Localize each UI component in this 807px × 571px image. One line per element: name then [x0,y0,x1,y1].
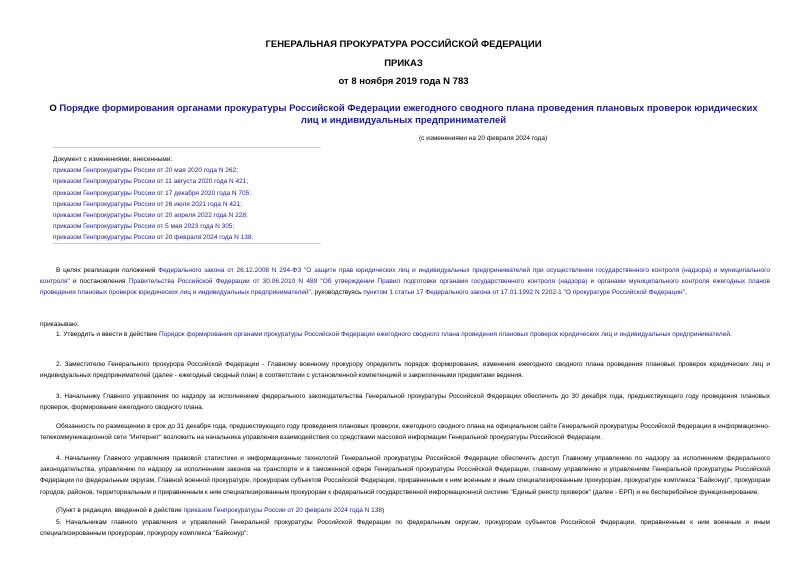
preamble-paragraph [40,265,770,299]
title-link[interactable]: Порядке формирования органами прокуратуры Российской Федерации ежегодного сводного плана проведения плановых проверок юридических лиц и индивидуальных предпринимателей [59,103,758,126]
amendment-link[interactable]: приказом Генпрокуратуры России от 5 мая 2023 года N 305; [53,223,235,231]
note-text: ) [382,507,385,514]
order-word: приказываю: [40,321,79,328]
paragraph-text: 5. Начальникам главного управления и управлений Генеральной прокуратуры Российской Федерации по федеральным округам, прокурорам субъектов Российской Федерации, приравненным к ним военным и иным специализированным прокурорам, прокурору комплекса "Байконур": [40,519,770,538]
divider-bottom [53,243,321,244]
preamble-text: , руководствуясь [311,289,364,297]
amendment-link[interactable]: приказом Генпрокуратуры России от 17 декабря 2020 года N 705; [53,189,252,197]
paragraph-3 [40,391,770,413]
paragraph-text: 3. Начальнику Главного управления по надзору за исполнением федерального законодательства Генеральной прокуратуры Российской Федерации обеспечить до 30 декабря года, предшествующего году проведения плановых проверок, формирование ежегодного сводного плана. [40,393,770,412]
paragraph-text: 4. Начальнику Главного управления правовой статистики и информационных технологий Генеральной прокуратуры Российской Федерации обеспечить доступ Главному управлению по надзору за исполнением федерального законодательства, управлению по надзору за исполнением законов на транспорте и в таможенной сфере Генеральной прокуратуры Российской Федерации, главному управлению и управлениям Генеральной прокуратуры Российской Федерации по федеральным округам, Главной военной прокуратуре, прокурорам субъектов Российской Федерации, приравненным к ним военным и иным специализированным прокурорам, прокуратуре комплекса "Байконур", прокурорам городов, районов, территориальным и приравненным к ним специализированным прокурорам к федеральной государственной информационной системе "Единый реестр проверок" (далее - ЕРП) и ее бесперебойное функционирование. [40,455,770,496]
preamble-text: и постановления [69,278,129,286]
issuing-authority: ГЕНЕРАЛЬНАЯ ПРОКУРАТУРА РОССИЙСКОЙ ФЕДЕРАЦИИ [265,39,542,50]
paragraph-text: . [729,331,732,338]
paragraph-text: Обязанность по размещению в срок до 31 декабря года, предшествующего году проведения плановых проверок, ежегодного сводного плана на официальном сайте Генеральной прокуратуры Российской Федерации в информационно-телекоммуникационной сети "Интернет" возложить на начальника управления взаимодействия со средствами массовой информации Генеральной прокуратуры Российской Федерации. [40,423,770,442]
preamble-text: В целях реализации положений [56,267,159,274]
paragraph-1 [40,329,770,340]
paragraph-text: 2. Заместителю Генерального прокурора Российской Федерации - Главному военному прокурору определить порядок формирования, изменения ежегодного сводного плана проведения плановых проверок юридических лиц и индивидуальных предпринимателей (далее - ежегодный сводный план) в соответствии с установленной компетенцией и закрепленными предметами ведения. [40,361,770,380]
order-138-link[interactable]: приказом Генпрокуратуры России от 20 февраля 2024 года N 138 [183,507,382,514]
divider-top [53,147,321,148]
amendments-list [53,154,333,244]
procedure-link[interactable]: Порядок формирования органами прокуратуры Российской Федерации ежегодного сводного плана проведения плановых проверок юридических лиц и индивидуальных предпринимателей [158,331,730,338]
paragraph-text: 1. Утвердить и ввести в действие [56,331,159,338]
law-294-link[interactable]: Федерального закона от 26.12.2008 N 294-ФЗ "О защите прав юридических лиц и индивидуальных предпринимателей при осуществлении государственного контроля (надзора) и муниципального контроля" [40,267,770,286]
title-prefix: О [49,103,60,114]
amendments-heading: Документ с изменениями, внесенными: [53,156,173,163]
paragraph-3-second [40,421,770,443]
revision-note: (с изменениями на 20 февраля 2024 года) [419,135,548,142]
amendment-link[interactable]: приказом Генпрокуратуры России от 26 июля 2021 года N 421; [53,200,242,208]
amendment-link[interactable]: приказом Генпрокуратуры России от 11 августа 2020 года N 421; [53,178,249,186]
law-2202-link[interactable]: пунктом 1 статьи 17 Федерального закона от 17.01.1992 N 2202-1 "О прокуратуре Российской Федерации" [363,289,685,297]
preamble-text: , [684,289,687,297]
document-type: ПРИКАЗ [384,58,423,69]
amendment-link[interactable]: приказом Генпрокуратуры России от 20 мая 2020 года N 262; [53,167,238,175]
resolution-489-link[interactable]: Правительства Российской Федерации от 30.06.2010 N 489 "Об утверждении Правил подготовки органами государственного контроля (надзора) и органами муниципального контроля ежегодных планов проведения плановых проверок юридических лиц и индивидуальных предпринимателей" [40,278,771,297]
paragraph-4 [40,453,770,498]
amendment-link[interactable]: приказом Генпрокуратуры России от 20 февраля 2024 года N 138. [53,234,254,242]
paragraph-2 [40,359,770,381]
document-title [40,103,767,127]
paragraph-5 [40,517,770,539]
amendment-link[interactable]: приказом Генпрокуратуры России от 20 апреля 2022 года N 228; [53,212,248,220]
document-date-number: от 8 ноября 2019 года N 783 [338,76,469,87]
edit-note [40,505,770,516]
note-text: (Пункт в редакции, введенной в действие [56,507,184,514]
